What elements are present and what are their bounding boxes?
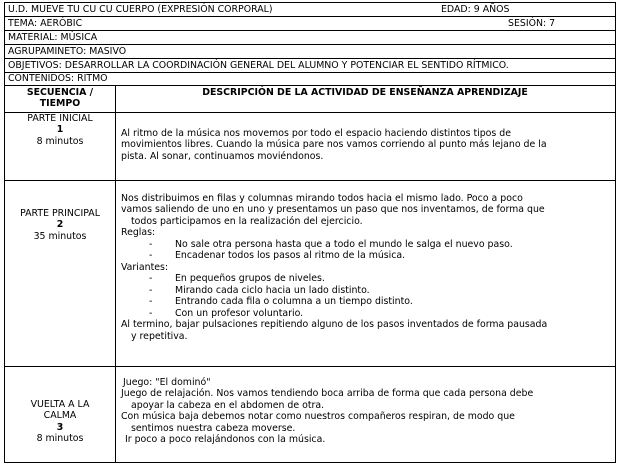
- description-line: Al ritmo de la música nos movemos por todo el espacio haciendo distintos tipos de: [121, 128, 511, 139]
- edad-value: 9 AÑOS: [473, 4, 510, 15]
- description-line: todos participamos en la realización del ejercicio.: [131, 215, 363, 227]
- variantes-item-text: Con un profesor voluntario.: [175, 307, 304, 319]
- description-line: Nos distribuimos en filas y columnas mirando todos hacia el mismo lado. Poco a poco: [121, 193, 523, 204]
- sequence-number: 3: [56, 421, 64, 433]
- session-sheet: [4, 2, 616, 463]
- reglas-label: Reglas:: [121, 227, 156, 239]
- description-line: pista. Al sonar, continuamos moviéndonos.: [121, 150, 324, 162]
- edad-line: [441, 4, 509, 15]
- sequence-number: 1: [56, 124, 64, 136]
- sesion-label: SESIÓN:: [508, 18, 547, 29]
- column-header-secuencia-line1: SECUENCIA /: [26, 87, 94, 98]
- variantes-item: - En pequeños grupos de niveles.: [121, 273, 611, 284]
- tema-value: AERÓBIC: [40, 18, 83, 29]
- material-label: MATERIAL:: [8, 32, 58, 43]
- description-line: Juego de relajación. Nos vamos tendiendo boca arriba de forma que cada persona debe: [121, 388, 534, 400]
- sequence-name: PARTE INICIAL: [27, 113, 93, 124]
- table-header: [5, 85, 615, 113]
- column-divider: [115, 85, 116, 462]
- tema-line: [8, 18, 82, 29]
- sequence-time: 8 minutos: [36, 135, 84, 147]
- description-line: Ir poco a poco relajándonos con la música.: [125, 434, 326, 446]
- variantes-item-text: Mirando cada ciclo hacia un lado distinto.: [175, 284, 370, 296]
- reglas-item: - No sale otra persona hasta que a todo el mundo le salga el nuevo paso.: [121, 239, 611, 250]
- description-line: y repetitiva.: [131, 330, 188, 342]
- row-description-cell: [121, 377, 611, 446]
- description-line: sentimos nuestra cabeza moverse.: [131, 422, 296, 434]
- variantes-label: Variantes:: [121, 261, 169, 273]
- reglas-item-text: Encadenar todos los pasos al ritmo de la música.: [175, 250, 406, 262]
- row-description-cell: [121, 128, 611, 162]
- header-divider: [5, 16, 615, 17]
- column-header-descripcion: DESCRIPCIÓN DE LA ACTIVIDAD DE ENSEÑANZA APRENDIZAJE: [202, 87, 528, 98]
- variantes-item-text: Entrando cada fila o columna a un tiempo distinto.: [175, 296, 413, 308]
- variantes-item: - Entrando cada fila o columna a un tiempo distinto.: [121, 296, 611, 307]
- row-sequence-cell: [5, 208, 115, 242]
- material-value: MÚSICA: [60, 32, 98, 43]
- row-sequence-cell: [5, 113, 115, 147]
- variantes-item-text: En pequeños grupos de niveles.: [175, 273, 325, 285]
- header-divider: [5, 44, 615, 45]
- sesion-line: [508, 18, 555, 29]
- reglas-item: - Encadenar todos los pasos al ritmo de la música.: [121, 250, 611, 261]
- column-header-secuencia: [5, 87, 115, 110]
- variantes-item: - Mirando cada ciclo hacia un lado distinto.: [121, 285, 611, 296]
- sequence-time: 8 minutos: [36, 433, 84, 445]
- ud-value: MUEVE TU CU CU CUERPO (EXPRESIÓN CORPORAL): [31, 4, 273, 15]
- column-header-secuencia-line2: TIEMPO: [39, 98, 81, 110]
- tema-label: TEMA:: [8, 18, 38, 29]
- sequence-name: PARTE PRINCIPAL: [20, 208, 100, 219]
- edad-label: EDAD:: [441, 4, 471, 15]
- row-description-cell: [121, 193, 611, 342]
- ud-label: U.D.: [8, 4, 29, 15]
- sesion-value: 7: [549, 18, 556, 29]
- objetivos-label: OBJETIVOS:: [8, 60, 62, 71]
- agrupamiento-line: [8, 46, 126, 57]
- row-divider: [5, 180, 615, 181]
- description-line: movimientos libres. Cuando la música pare nos vamos corriendo al punto más lejano de la: [121, 139, 547, 151]
- header-divider: [5, 58, 615, 59]
- ud-line: [8, 4, 273, 15]
- description-line: apoyar la cabeza en el abdomen de otra.: [131, 399, 325, 411]
- objetivos-value: DESARROLLAR LA COORDINACIÓN GENERAL DEL ALUMNO Y POTENCIAR EL SENTIDO RÍTMICO.: [64, 60, 509, 71]
- sequence-name: VUELTA A LA: [30, 399, 90, 410]
- header-divider: [5, 30, 615, 31]
- variantes-item: - Con un profesor voluntario.: [121, 308, 611, 319]
- material-line: [8, 32, 97, 43]
- sequence-time: 35 minutos: [33, 230, 87, 242]
- description-line: Con música baja debemos notar como nuestros compañeros respiran, de modo que: [121, 411, 515, 423]
- agrupamiento-label: AGRUPAMINETO:: [8, 46, 87, 57]
- contenidos-value: RITMO: [77, 73, 108, 84]
- contenidos-line: [8, 73, 108, 84]
- agrupamiento-value: MASIVO: [89, 46, 127, 57]
- sequence-name: CALMA: [43, 410, 77, 422]
- contenidos-label: CONTENIDOS:: [8, 73, 75, 84]
- objetivos-line: [8, 60, 509, 71]
- sequence-number: 2: [56, 219, 64, 231]
- row-divider: [5, 366, 615, 367]
- row-sequence-cell: [5, 399, 115, 445]
- description-line: vamos saliendo de uno en uno y presentamos un paso que nos inventamos, de forma que: [121, 204, 545, 216]
- description-line: Juego: "El dominó": [123, 377, 211, 388]
- reglas-item-text: No sale otra persona hasta que a todo el mundo le salga el nuevo paso.: [175, 238, 513, 250]
- description-line: Al termino, bajar pulsaciones repitiendo alguno de los pasos inventados de forma pausada: [121, 319, 548, 331]
